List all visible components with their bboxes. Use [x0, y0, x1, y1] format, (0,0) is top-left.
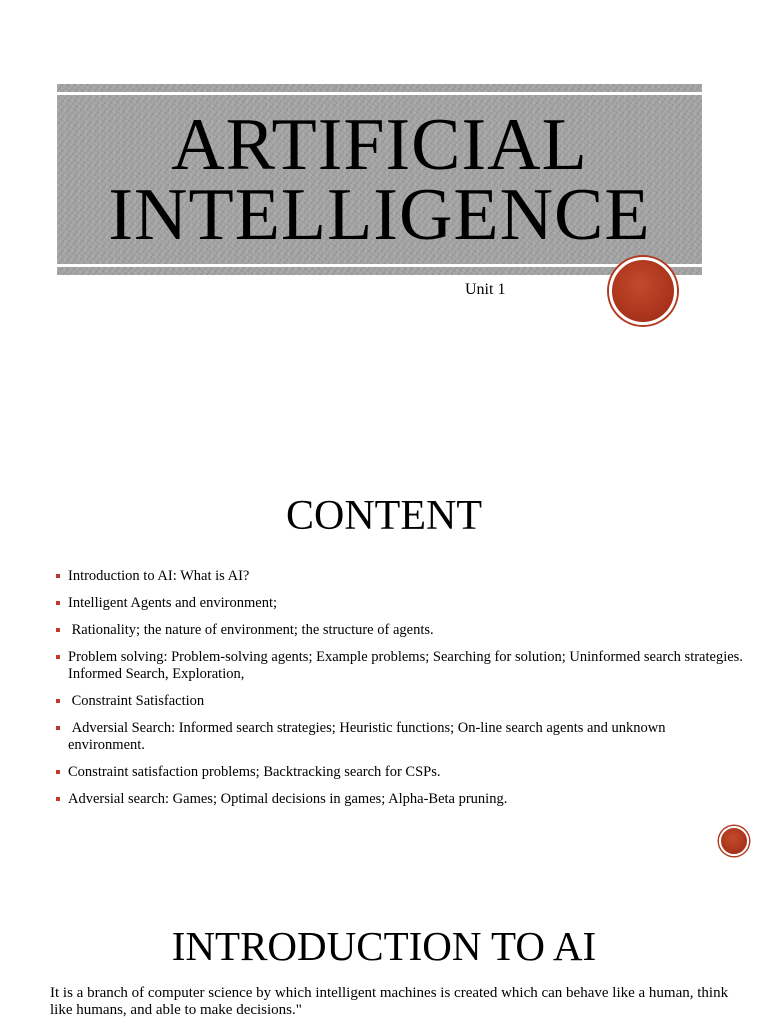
band-top-line: [57, 92, 702, 95]
intro-slide: [0, 880, 768, 1024]
list-item: [56, 693, 746, 710]
decorative-circle-badge: [609, 257, 677, 325]
intro-paragraph: It is a branch of computer science by which intelligent machines is created which can behave like a human, think like humans, and able to make decisions.": [50, 985, 729, 1018]
bullet-icon: [56, 574, 60, 578]
list-item-text: Rationality; the nature of environment; the structure of agents.: [68, 622, 434, 638]
content-slide: [0, 440, 768, 880]
bullet-icon: [56, 699, 60, 703]
bullet-icon: [56, 628, 60, 632]
list-item-text: Adversial search: Games; Optimal decisions in games; Alpha-Beta pruning.: [68, 791, 508, 807]
title-line-1: ARTIFICIAL: [171, 104, 588, 186]
list-item: [56, 791, 746, 808]
bullet-icon: [56, 797, 60, 801]
list-item-text: Introduction to AI: What is AI?: [68, 568, 250, 584]
main-title: [57, 104, 702, 256]
bullet-icon: [56, 726, 60, 730]
list-item-text: Constraint satisfaction problems; Backtracking search for CSPs.: [68, 764, 441, 780]
list-item: [56, 764, 746, 781]
content-title: CONTENT: [286, 493, 482, 539]
intro-title: INTRODUCTION TO AI: [171, 923, 597, 969]
content-list: [56, 568, 746, 818]
list-item-text: Adversial Search: Informed search strategies; Heuristic functions; On-line search agents and unknown environment.: [68, 720, 670, 753]
list-item-text: Problem solving: Problem-solving agents; Example problems; Searching for solution; Uninformed search strategies. Informed Search, Exploration,: [68, 649, 743, 682]
bullet-icon: [56, 655, 60, 659]
title-band: [57, 84, 702, 275]
bullet-icon: [56, 601, 60, 605]
list-item-text: Constraint Satisfaction: [68, 693, 205, 709]
bullet-icon: [56, 770, 60, 774]
list-item: [56, 649, 746, 683]
title-line-2: INTELLIGENCE: [108, 174, 651, 256]
list-item: [56, 568, 746, 585]
title-slide: [0, 0, 768, 440]
band-bottom-line: [57, 264, 702, 267]
list-item: [56, 622, 746, 639]
decorative-circle-badge: [719, 826, 749, 856]
subtitle: Unit 1: [465, 281, 506, 298]
list-item-text: Intelligent Agents and environment;: [68, 595, 277, 611]
list-item: [56, 595, 746, 612]
list-item: [56, 720, 746, 754]
